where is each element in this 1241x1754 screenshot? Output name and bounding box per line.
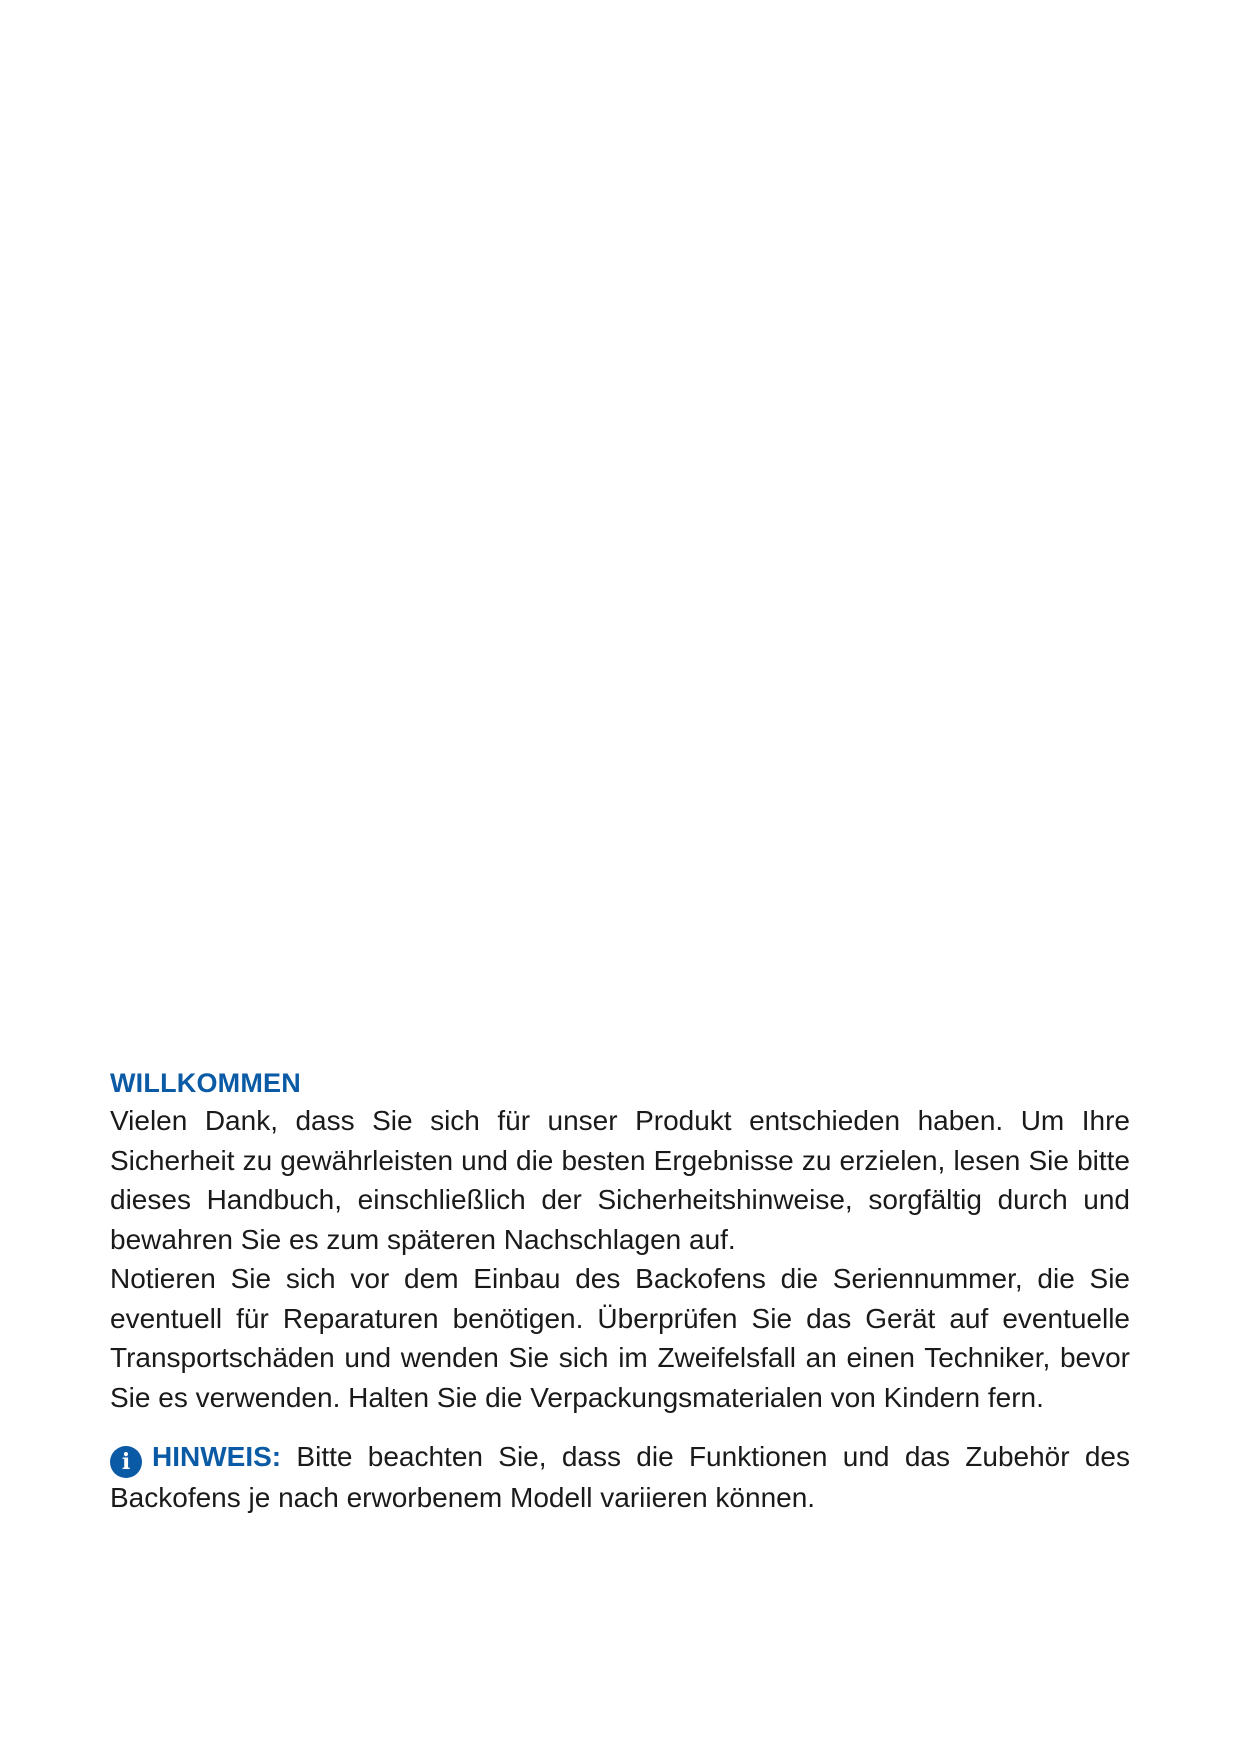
installation-paragraph: Notieren Sie sich vor dem Einbau des Backofens die Seriennummer, die Sie eventuell für Reparaturen benötigen. Überprüfen Sie das Gerät auf eventuelle Transportschäden und wenden Sie sich im Zweifelsfall an einen Techniker, bevor Sie es verwenden. Halten Sie die Verpackungsmaterialen von Kindern fern. bbox=[110, 1263, 1130, 1413]
note-label: HINWEIS: bbox=[152, 1441, 282, 1472]
intro-paragraph: Vielen Dank, dass Sie sich für unser Produkt entschieden haben. Um Ihre Sicherheit zu gewährleisten und die besten Ergebnisse zu erzielen, lesen Sie bitte dieses Handbuch, einschließlich der Sicherheitshinweise, sorgfältig durch und bewahren Sie es zum späteren Nachschlagen auf. bbox=[110, 1105, 1130, 1255]
section-heading: WILLKOMMEN bbox=[110, 1068, 301, 1098]
welcome-section bbox=[110, 1068, 1130, 1518]
note-block bbox=[110, 1437, 1130, 1518]
note-text: Bitte beachten Sie, dass die Funktionen und das Zubehör des Backofens je nach erworbenem Modell variieren können. bbox=[110, 1441, 1131, 1513]
info-icon: i bbox=[110, 1446, 142, 1478]
